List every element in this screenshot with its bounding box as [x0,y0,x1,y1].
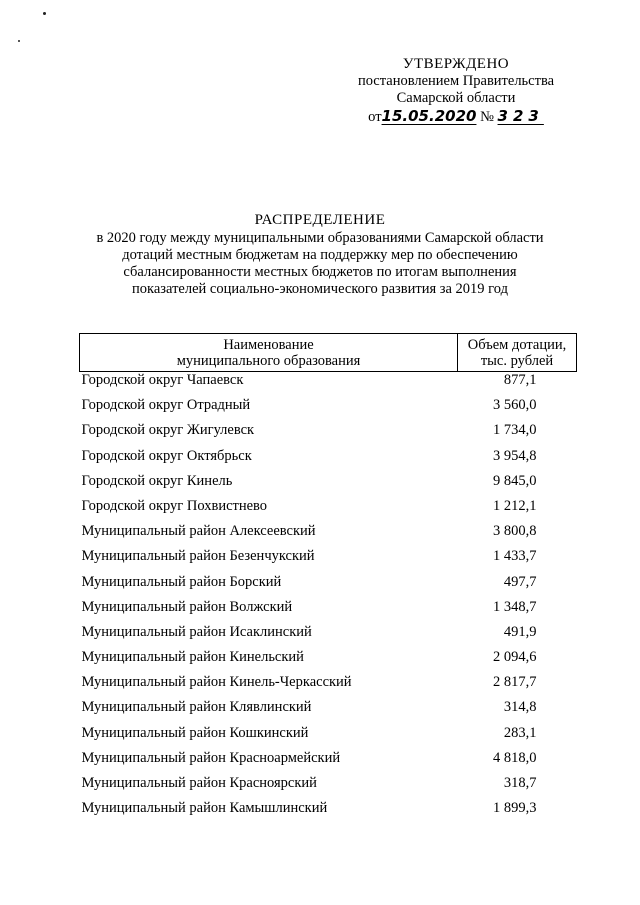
subsidy-value: 9 845,0 [493,472,537,489]
municipality-name: Муниципальный район Клявлинский [81,699,312,716]
municipality-name: Муниципальный район Борский [81,573,282,590]
handwritten-date: 15.05.2020 [381,107,477,125]
scan-speck [18,40,20,42]
subsidy-value: 3 954,8 [493,447,537,464]
municipality-name: Городской округ Жигулевск [81,422,255,439]
date-prefix: от [368,109,382,125]
municipality-name: Муниципальный район Красноармейский [81,749,341,766]
document-heading [0,212,640,298]
table-row [80,448,577,473]
table-row [80,574,577,599]
header-name [80,334,458,372]
table-row [80,422,577,447]
municipality-name: Муниципальный район Камышлинский [81,800,328,817]
municipality-name: Муниципальный район Алексеевский [81,523,316,540]
table-header-row [80,334,577,372]
subsidy-value: 497,7 [503,573,537,590]
header-value-line-1: Объем дотации, [467,337,567,353]
table-row [80,800,577,825]
table-row [80,649,577,674]
subsidy-value: 3 560,0 [493,397,537,414]
subsidy-value: 2 094,6 [493,649,537,666]
scan-speck [43,12,46,15]
subsidy-value: 314,8 [503,699,537,716]
approval-line-1: постановлением Правительства [357,73,555,89]
municipality-name: Муниципальный район Кинельский [81,649,304,666]
subsidy-value: 1 734,0 [493,422,537,439]
municipality-name: Городской округ Чапаевск [81,372,244,388]
table-row [80,750,577,775]
handwritten-number: 323 [497,107,544,125]
subsidy-value: 1 899,3 [493,800,537,817]
subsidy-value: 877,1 [503,372,537,388]
distribution-table [79,333,577,825]
subsidy-value: 2 817,7 [493,674,537,691]
table-row [80,699,577,724]
heading-line: в 2020 году между муниципальными образованиями Самарской области [96,230,544,246]
municipality-name: Муниципальный район Исаклинский [81,623,312,640]
table-row [80,523,577,548]
subsidy-value: 283,1 [503,724,537,741]
approval-title: УТВЕРЖДЕНО [402,56,510,72]
header-value [458,334,577,372]
table-row [80,372,577,398]
subsidy-value: 4 818,0 [493,749,537,766]
approval-stamp [346,56,566,126]
heading-line: показателей социально-экономического развития за 2019 год [132,281,508,297]
approval-line-2: Самарской области [396,90,516,106]
number-sign: № [480,109,494,125]
header-name-line-2: муниципального образования [176,353,361,369]
table-row [80,498,577,523]
municipality-name: Муниципальный район Кинель-Черкасский [81,674,352,691]
subsidy-value: 318,7 [503,775,537,791]
municipality-name: Городской округ Похвистнево [81,497,268,514]
table-row [80,599,577,624]
table-row [80,397,577,422]
municipality-name: Муниципальный район Красноярский [81,775,317,791]
approval-date-number [346,108,566,126]
header-name-line-1: Наименование [223,337,314,353]
subsidy-value: 1 433,7 [493,548,537,565]
municipality-name: Городской округ Октябрьск [81,447,252,464]
municipality-name: Муниципальный район Безенчукский [81,548,315,565]
table-body [80,372,577,826]
table-row [80,548,577,573]
table-row [80,775,577,800]
table-row [80,624,577,649]
subsidy-value: 3 800,8 [493,523,537,540]
municipality-name: Муниципальный район Кошкинский [81,724,309,741]
subsidy-value: 491,9 [503,623,537,640]
table-row [80,473,577,498]
municipality-name: Городской округ Кинель [81,472,233,489]
municipality-name: Муниципальный район Волжский [81,598,293,615]
heading-line: сбалансированности местных бюджетов по итогам выполнения [123,264,517,280]
header-value-line-2: тыс. рублей [480,353,554,369]
table-row [80,674,577,699]
municipality-name: Городской округ Отрадный [81,397,251,414]
heading-line: дотаций местным бюджетам на поддержку мер по обеспечению [122,247,518,263]
table-row [80,725,577,750]
subsidy-value: 1 348,7 [493,598,537,615]
document-title: РАСПРЕДЕЛЕНИЕ [254,212,386,228]
subsidy-value: 1 212,1 [493,497,537,514]
